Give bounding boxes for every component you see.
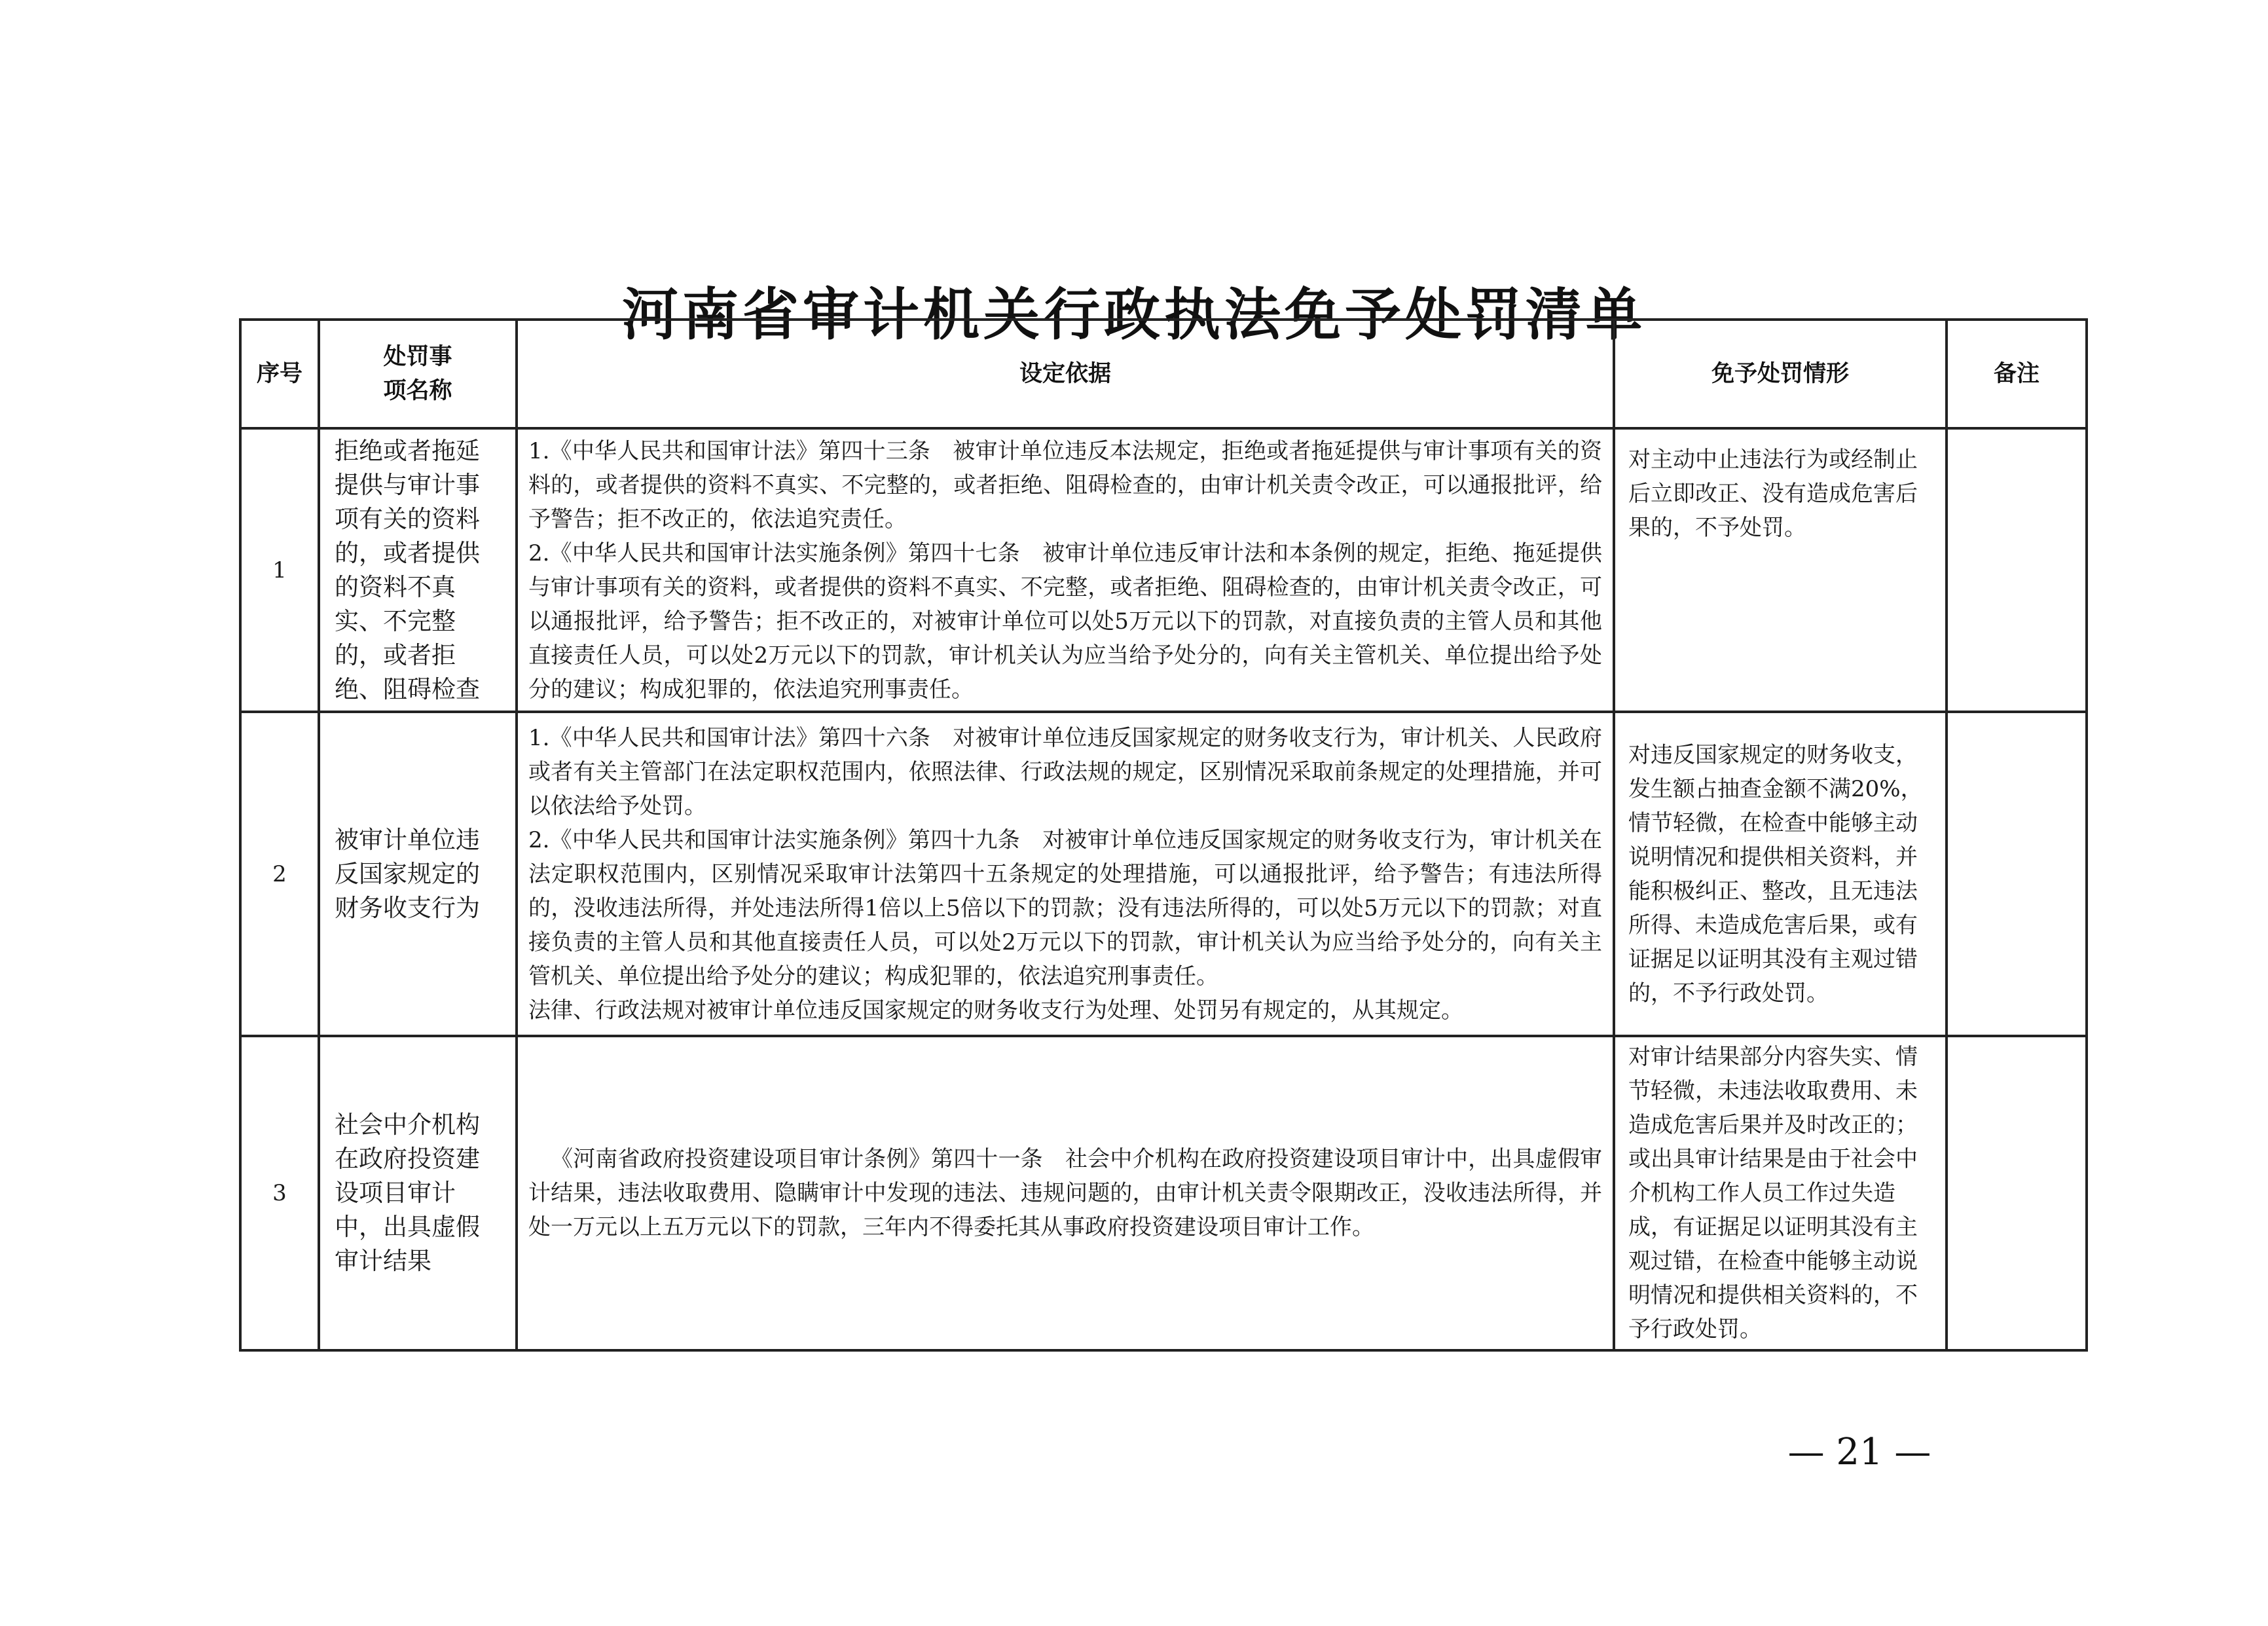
row-seq: 3: [240, 1036, 319, 1350]
row-seq: 1: [240, 428, 319, 712]
row-exemption: 对主动中止违法行为或经制止后立即改正、没有造成危害后果的，不予处罚。: [1614, 428, 1947, 712]
row-note: [1947, 428, 2087, 712]
basis-paragraph: 法律、行政法规对被审计单位违反国家规定的财务收支行为处理、处罚另有规定的，从其规定。: [528, 997, 1463, 1024]
basis-paragraph: 2.《中华人民共和国审计法实施条例》第四十九条 对被审计单位违反国家规定的财务收支行为，审计机关在法定职权范围内，区别情况采取审计法第四十五条规定的处理措施，可以通报批评，给予警告；有违法所得的，没收违法所得，并处违法所得1倍以上5倍以下的罚款；没有违法所得的，可以处5万元以下的罚款；对直接负责的主管人员和其他直接责任人员，可以处2万元以下的罚款，审计机关认为应当给予处分的，向有关主管机关、单位提出给予处分的建议；构成犯罪的，依法追究刑事责任。: [528, 826, 1602, 989]
row-exemption: 对审计结果部分内容失实、情节轻微，未违法收取费用、未造成危害后果并及时改正的；或出具审计结果是由于社会中介机构工作人员工作过失造成，有证据足以证明其没有主观过错，在检查中能够主动说明情况和提供相关资料的，不予行政处罚。: [1614, 1036, 1947, 1350]
basis-paragraph: 1.《中华人民共和国审计法》第四十三条 被审计单位违反本法规定，拒绝或者拖延提供与审计事项有关的资料的，或者提供的资料不真实、不完整的，或者拒绝、阻碍检查的，由审计机关责令改正，可以通报批评，给予警告；拒不改正的，依法追究责任。: [528, 437, 1602, 532]
row-exemption: 对违反国家规定的财务收支，发生额占抽查金额不满20%，情节轻微，在检查中能够主动说明情况和提供相关资料，并能积极纠正、整改，且无违法所得、未造成危害后果，或有证据足以证明其没有主观过错的，不予行政处罚。: [1614, 712, 1947, 1036]
header-name-label: 处罚事项名称: [383, 344, 452, 404]
row-penalty-name: 被审计单位违反国家规定的财务收支行为: [319, 712, 517, 1036]
row-note: [1947, 1036, 2087, 1350]
row-penalty-name: 拒绝或者拖延提供与审计事项有关的资料的，或者提供的资料不真实、不完整的，或者拒绝、阻碍检查: [319, 428, 517, 712]
page-number: — 21 —: [1787, 1431, 1931, 1473]
row-penalty-name: 社会中介机构在政府投资建设项目审计中，出具虚假审计结果: [319, 1036, 517, 1350]
table-header-row: [240, 320, 2087, 428]
header-name: [319, 320, 517, 428]
row-basis: [517, 712, 1614, 1036]
row-basis: [517, 428, 1614, 712]
row-seq: 2: [240, 712, 319, 1036]
basis-paragraph: 1.《中华人民共和国审计法》第四十六条 对被审计单位违反国家规定的财务收支行为，审计机关、人民政府或者有关主管部门在法定职权范围内，依照法律、行政法规的规定，区别情况采取前条规定的处理措施，并可以依法给予处罚。: [528, 724, 1602, 819]
table-row: [240, 428, 2087, 712]
row-basis: [517, 1036, 1614, 1350]
header-basis: 设定依据: [517, 320, 1614, 428]
row-note: [1947, 712, 2087, 1036]
header-seq: 序号: [240, 320, 319, 428]
basis-paragraph: 2.《中华人民共和国审计法实施条例》第四十七条 被审计单位违反审计法和本条例的规定，拒绝、拖延提供与审计事项有关的资料，或者提供的资料不真实、不完整，或者拒绝、阻碍检查的，由审计机关责令改正，可以通报批评，给予警告；拒不改正的，对被审计单位可以处5万元以下的罚款，对直接负责的主管人员和其他直接责任人员，可以处2万元以下的罚款，审计机关认为应当给予处分的，向有关主管机关、单位提出给予处分的建议；构成犯罪的，依法追究刑事责任。: [528, 540, 1602, 703]
table-row: [240, 712, 2087, 1036]
penalty-exemption-table: [239, 318, 2088, 1352]
page-title: 河南省审计机关行政执法免予处罚清单: [622, 281, 1646, 348]
header-note: 备注: [1947, 320, 2087, 428]
header-exemption: 免予处罚情形: [1614, 320, 1947, 428]
basis-paragraph: 《河南省政府投资建设项目审计条例》第四十一条 社会中介机构在政府投资建设项目审计中，出具虚假审计结果，违法收取费用、隐瞒审计中发现的违法、违规问题的，由审计机关责令限期改正，没收违法所得，并处一万元以上五万元以下的罚款，三年内不得委托其从事政府投资建设项目审计工作。: [528, 1146, 1602, 1240]
table-row: [240, 1036, 2087, 1350]
